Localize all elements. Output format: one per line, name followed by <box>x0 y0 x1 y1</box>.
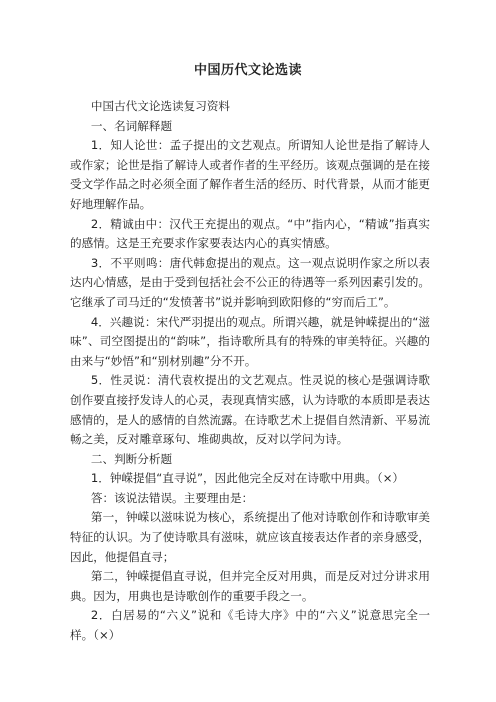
document-body <box>70 97 430 646</box>
body-paragraph: 第二，钟嵘提倡直寻说，但并完全反对用典，而是反对过分讲求用典。因为，用典也是诗歌创作的重要手段之一。 <box>70 569 430 603</box>
section-heading: 二、判断分析题 <box>90 451 173 466</box>
document-title: 中国历代文论选读 <box>193 63 302 78</box>
body-paragraph: 5．性灵说：清代袁枚提出的文艺观点。性灵说的核心是强调诗歌创作要直接抒发诗人的心灵，表现真情实感，认为诗歌的本质即是表达感情的，是人的感情的自然流露。在诗歌艺术上提倡自然清新、平易流畅之美，反对雕章琢句、堆砌典故，反对以学问为诗。 <box>70 373 430 447</box>
body-paragraph: 2．精诚由中：汉代王充提出的观点。“中”指内心，“精诚”指真实的感情。这是王充要求作家要表达内心的真实情感。 <box>70 216 430 251</box>
section-heading: 一、名词解释题 <box>90 118 173 133</box>
body-paragraph: 2．白居易的“六义”说和《毛诗大序》中的“六义”说意思完全一样。（×） <box>70 608 430 643</box>
body-paragraph: 4．兴趣说：宋代严羽提出的观点。所谓兴趣，就是钟嵘提出的“滋味”、司空图提出的“韵味”，指诗歌所具有的特殊的审美特征。兴趣的由来与“妙悟”和“别材别趣”分不开。 <box>70 314 430 368</box>
body-paragraph: 1．知人论世：孟子提出的文艺观点。所谓知人论世是指了解诗人或作家；论世是指了解诗人或者作者的生平经历。该观点强调的是在接受文学作品之时必须全面了解作者生活的经历、时代背景，从而才能更好地理解作品。 <box>70 138 430 211</box>
body-paragraph: 1．钟嵘提倡“直寻说”，因此他完全反对在诗歌中用典。（×） <box>90 471 405 486</box>
body-paragraph: 3．不平则鸣：唐代韩愈提出的观点。这一观点说明作家之所以表达内心情感，是由于受到包括社会不公正的待遇等一系列因素引发的。它继承了司马迁的“发愤著书”说并影响到欧阳修的“穷而后工”。 <box>70 255 430 309</box>
subtitle-paragraph: 中国古代文论选读复习资料 <box>90 99 231 113</box>
body-paragraph: 第一，钟嵘以滋味说为核心，系统提出了他对诗歌创作和诗歌审美特征的认识。为了使诗歌具有滋味，就应该直接表达作者的亲身感受，因此，他提倡直寻； <box>70 510 430 564</box>
body-paragraph: 答：该说法错误。主要理由是： <box>90 490 254 505</box>
